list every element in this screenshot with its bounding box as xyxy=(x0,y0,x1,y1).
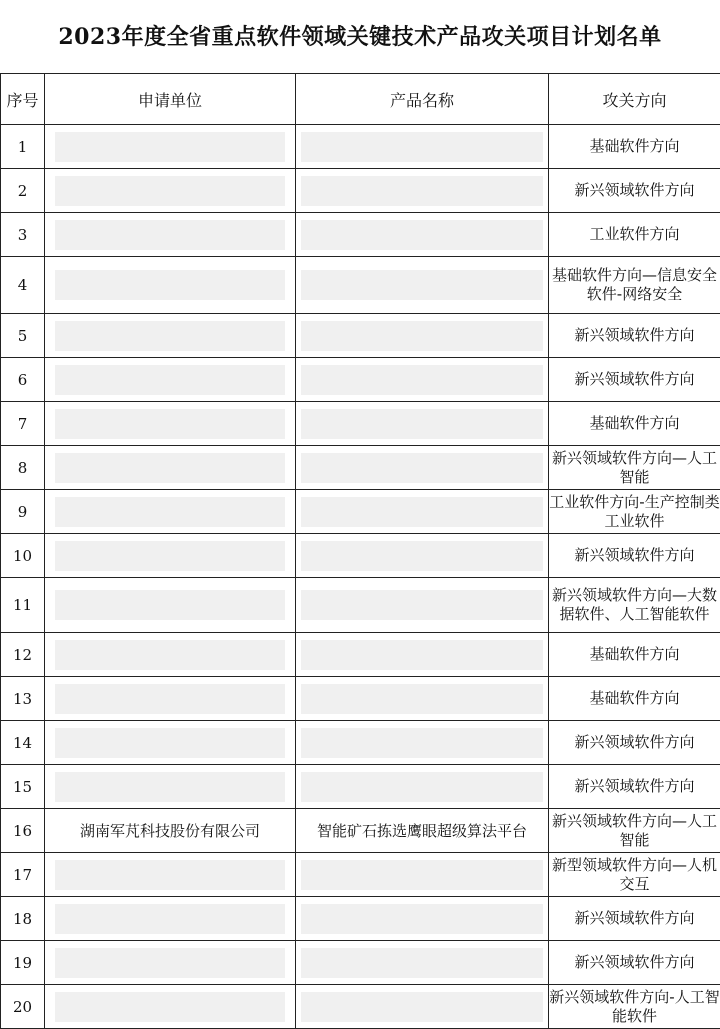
redacted-block xyxy=(301,497,543,527)
table-row xyxy=(1,402,720,446)
row-product xyxy=(296,985,549,1029)
row-direction: 新兴领域软件方向 xyxy=(549,897,720,941)
row-product xyxy=(296,358,549,402)
row-direction: 新兴领域软件方向—大数据软件、人工智能软件 xyxy=(549,578,720,633)
row-direction: 基础软件方向—信息安全软件-网络安全 xyxy=(549,257,720,314)
row-direction: 新兴领域软件方向 xyxy=(549,314,720,358)
table-row xyxy=(1,897,720,941)
redacted-block xyxy=(55,684,285,714)
row-num: 8 xyxy=(1,446,45,490)
row-num: 11 xyxy=(1,578,45,633)
table-row xyxy=(1,985,720,1029)
row-unit xyxy=(45,809,296,853)
row-direction: 基础软件方向 xyxy=(549,402,720,446)
redacted-block xyxy=(55,365,285,395)
redacted-block xyxy=(301,992,543,1022)
redacted-block xyxy=(301,409,543,439)
row-num: 5 xyxy=(1,314,45,358)
row-product xyxy=(296,897,549,941)
row-num: 1 xyxy=(1,125,45,169)
row-direction: 新兴领域软件方向 xyxy=(549,765,720,809)
row-unit xyxy=(45,446,296,490)
table-row xyxy=(1,257,720,314)
redacted-block xyxy=(301,220,543,250)
redacted-block xyxy=(55,176,285,206)
table-row xyxy=(1,534,720,578)
table-row xyxy=(1,721,720,765)
row-product xyxy=(296,853,549,897)
redacted-block xyxy=(301,132,543,162)
row-num: 2 xyxy=(1,169,45,213)
row-num: 15 xyxy=(1,765,45,809)
table-row xyxy=(1,314,720,358)
redacted-block xyxy=(55,904,285,934)
table-row xyxy=(1,358,720,402)
row-product xyxy=(296,765,549,809)
row-product xyxy=(296,721,549,765)
redacted-block xyxy=(55,453,285,483)
row-num: 17 xyxy=(1,853,45,897)
row-num: 16 xyxy=(1,809,45,853)
row-direction: 新兴领域软件方向 xyxy=(549,358,720,402)
header-product: 产品名称 xyxy=(296,74,549,125)
redacted-block xyxy=(55,590,285,620)
row-direction: 工业软件方向-生产控制类工业软件 xyxy=(549,490,720,534)
row-direction: 工业软件方向 xyxy=(549,213,720,257)
row-unit xyxy=(45,169,296,213)
redacted-block xyxy=(55,728,285,758)
redacted-block xyxy=(301,904,543,934)
row-product xyxy=(296,633,549,677)
row-product xyxy=(296,314,549,358)
redacted-block xyxy=(301,590,543,620)
row-unit xyxy=(45,314,296,358)
table-row xyxy=(1,213,720,257)
redacted-block xyxy=(55,640,285,670)
row-product xyxy=(296,534,549,578)
redacted-block xyxy=(301,640,543,670)
row-unit xyxy=(45,897,296,941)
redacted-block xyxy=(301,684,543,714)
project-table xyxy=(0,73,720,1029)
row-product xyxy=(296,490,549,534)
row-unit xyxy=(45,358,296,402)
row-direction: 新型领域软件方向—人机交互 xyxy=(549,853,720,897)
row-direction: 新兴领域软件方向 xyxy=(549,169,720,213)
table-row xyxy=(1,446,720,490)
row-unit xyxy=(45,765,296,809)
row-product xyxy=(296,941,549,985)
redacted-block xyxy=(55,541,285,571)
row-unit xyxy=(45,941,296,985)
table-row xyxy=(1,941,720,985)
row-unit xyxy=(45,257,296,314)
redacted-block xyxy=(55,992,285,1022)
row-product xyxy=(296,809,549,853)
redacted-block xyxy=(55,409,285,439)
redacted-block xyxy=(301,176,543,206)
row-product xyxy=(296,446,549,490)
row-unit xyxy=(45,125,296,169)
redacted-block xyxy=(55,220,285,250)
table-row xyxy=(1,490,720,534)
table-header-row xyxy=(1,74,720,125)
redacted-block xyxy=(301,453,543,483)
page-title: 2023年度全省重点软件领域关键技术产品攻关项目计划名单 xyxy=(0,20,720,51)
row-direction: 新兴领域软件方向—人工智能 xyxy=(549,446,720,490)
redacted-block xyxy=(55,497,285,527)
row-direction: 新兴领域软件方向-人工智能软件 xyxy=(549,985,720,1029)
row-num: 19 xyxy=(1,941,45,985)
table-row xyxy=(1,765,720,809)
redacted-block xyxy=(301,948,543,978)
table-row xyxy=(1,809,720,853)
row-unit xyxy=(45,534,296,578)
row-direction: 基础软件方向 xyxy=(549,125,720,169)
row-product xyxy=(296,402,549,446)
header-direction: 攻关方向 xyxy=(549,74,720,125)
redacted-block xyxy=(55,772,285,802)
row-unit xyxy=(45,490,296,534)
row-direction: 新兴领域软件方向 xyxy=(549,721,720,765)
row-unit xyxy=(45,402,296,446)
row-num: 10 xyxy=(1,534,45,578)
redacted-block xyxy=(301,860,543,890)
redacted-block xyxy=(301,728,543,758)
row-num: 7 xyxy=(1,402,45,446)
table-row xyxy=(1,578,720,633)
row-unit xyxy=(45,985,296,1029)
row-direction: 基础软件方向 xyxy=(549,633,720,677)
table-row xyxy=(1,125,720,169)
row-num: 3 xyxy=(1,213,45,257)
table-body xyxy=(1,125,720,1029)
row-direction: 新兴领域软件方向 xyxy=(549,534,720,578)
row-direction: 新兴领域软件方向—人工智能 xyxy=(549,809,720,853)
row-num: 20 xyxy=(1,985,45,1029)
row-direction: 基础软件方向 xyxy=(549,677,720,721)
row-unit xyxy=(45,853,296,897)
row-product xyxy=(296,677,549,721)
redacted-block xyxy=(301,772,543,802)
redacted-block xyxy=(55,132,285,162)
redacted-block xyxy=(55,270,285,300)
row-unit xyxy=(45,578,296,633)
row-unit xyxy=(45,633,296,677)
row-num: 9 xyxy=(1,490,45,534)
table-row xyxy=(1,633,720,677)
row-product-text: 智能矿石拣选鹰眼超级算法平台 xyxy=(317,822,527,840)
row-num: 4 xyxy=(1,257,45,314)
table-row xyxy=(1,677,720,721)
redacted-block xyxy=(301,270,543,300)
row-product xyxy=(296,169,549,213)
row-product xyxy=(296,213,549,257)
row-num: 6 xyxy=(1,358,45,402)
row-unit-text: 湖南军芃科技股份有限公司 xyxy=(80,822,260,840)
row-num: 12 xyxy=(1,633,45,677)
table-row xyxy=(1,853,720,897)
redacted-block xyxy=(301,541,543,571)
header-num: 序号 xyxy=(1,74,45,125)
row-num: 13 xyxy=(1,677,45,721)
redacted-block xyxy=(55,321,285,351)
row-unit xyxy=(45,677,296,721)
redacted-block xyxy=(301,365,543,395)
row-unit xyxy=(45,721,296,765)
table-row xyxy=(1,169,720,213)
row-product xyxy=(296,125,549,169)
row-product xyxy=(296,257,549,314)
row-unit xyxy=(45,213,296,257)
row-product xyxy=(296,578,549,633)
header-unit: 申请单位 xyxy=(45,74,296,125)
row-num: 18 xyxy=(1,897,45,941)
row-direction: 新兴领域软件方向 xyxy=(549,941,720,985)
redacted-block xyxy=(55,948,285,978)
redacted-block xyxy=(301,321,543,351)
row-num: 14 xyxy=(1,721,45,765)
redacted-block xyxy=(55,860,285,890)
